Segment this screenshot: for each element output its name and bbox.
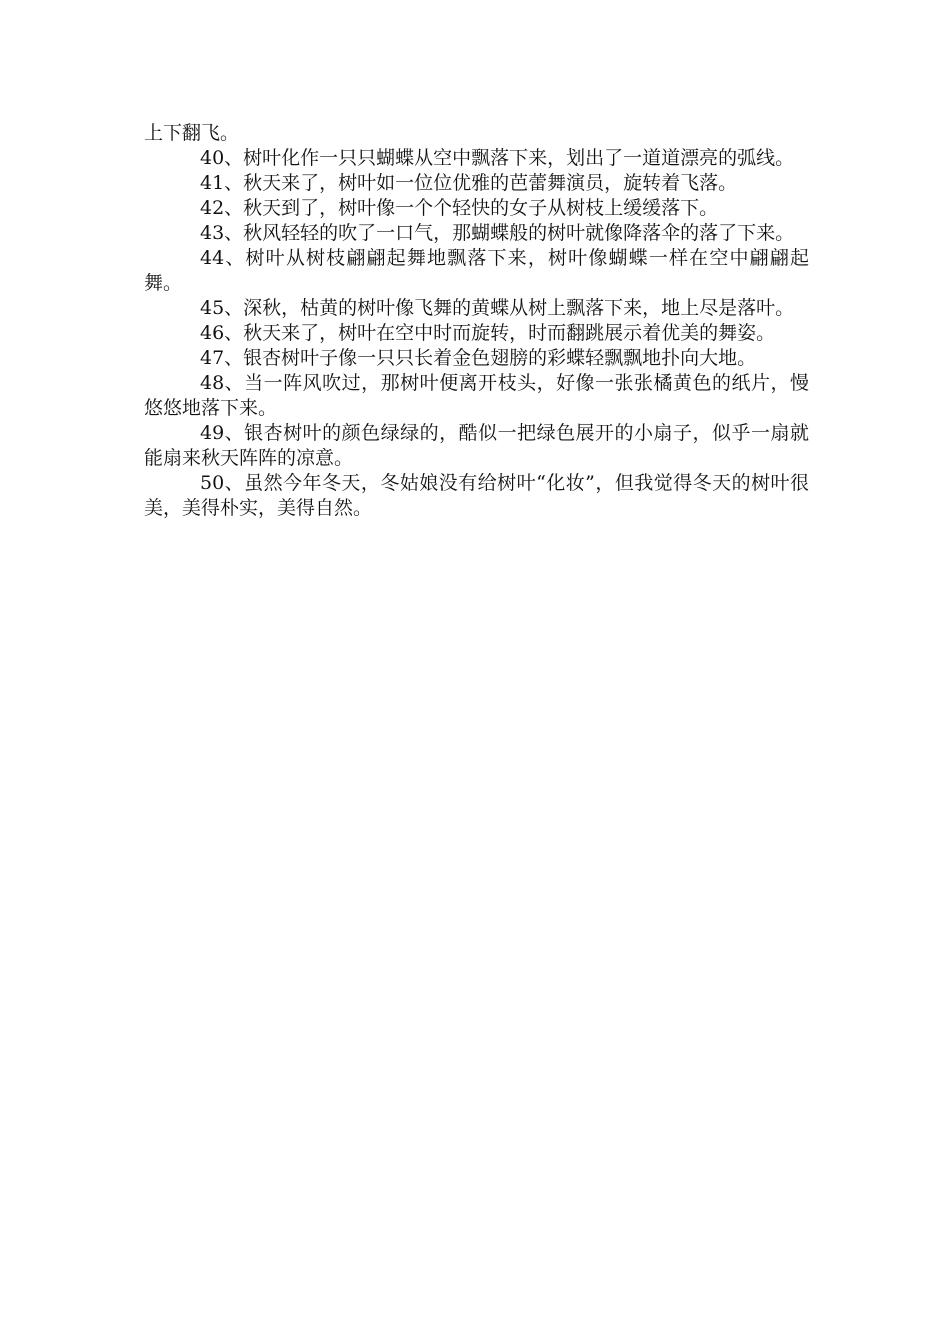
paragraph-48: 48、当一阵风吹过，那树叶便离开枝头，好像一张张橘黄色的纸片，慢悠悠地落下来。 <box>144 372 809 419</box>
paragraph-46: 46、秋天来了，树叶在空中时而旋转，时而翻跳展示着优美的舞姿。 <box>200 322 776 344</box>
paragraph-43: 43、秋风轻轻的吹了一口气，那蝴蝶般的树叶就像降落伞的落了下来。 <box>200 222 795 244</box>
body-text <box>144 121 809 521</box>
paragraph-50: 50、虽然今年冬天，冬姑娘没有给树叶“化妆”，但我觉得冬天的树叶很美，美得朴实，美得自然。 <box>144 472 809 519</box>
paragraph-continuation: 上下翻飞。 <box>144 122 240 144</box>
paragraph-42: 42、秋天到了，树叶像一个个轻快的女子从树枝上缓缓落下。 <box>200 197 719 219</box>
paragraph-44: 44、树叶从树枝翩翩起舞地飘落下来，树叶像蝴蝶一样在空中翩翩起舞。 <box>144 247 809 294</box>
paragraph-41: 41、秋天来了，树叶如一位位优雅的芭蕾舞演员，旋转着飞落。 <box>200 172 738 194</box>
paragraph-49: 49、银杏树叶的颜色绿绿的，酷似一把绿色展开的小扇子，似乎一扇就能扇来秋天阵阵的凉意。 <box>144 422 809 469</box>
paragraph-40: 40、树叶化作一只只蝴蝶从空中飘落下来，划出了一道道漂亮的弧线。 <box>200 147 795 169</box>
paragraph-45: 45、深秋，枯黄的树叶像飞舞的黄蝶从树上飘落下来，地上尽是落叶。 <box>200 297 795 319</box>
paragraph-47: 47、银杏树叶子像一只只长着金色翅膀的彩蝶轻飘飘地扑向大地。 <box>200 347 757 369</box>
